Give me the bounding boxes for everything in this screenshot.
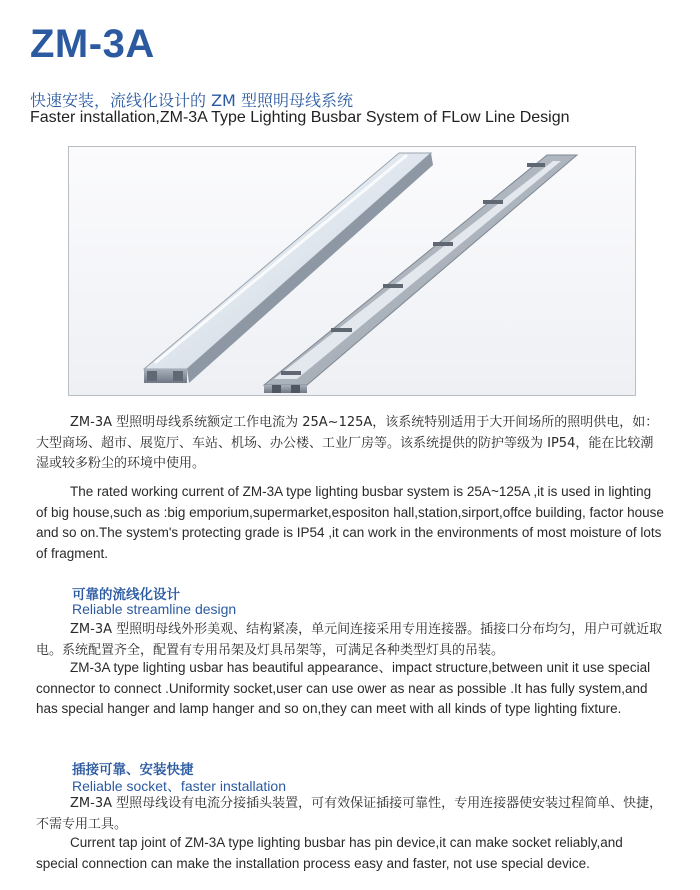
section2-paragraph-en: [36, 833, 664, 874]
section2-text-cn: ZM-3A 型照母线设有电流分接插头装置，可有效保证插接可靠性，专用连接器使安装过程简单、快捷，不需专用工具。: [36, 796, 663, 832]
section1-text-cn: ZM-3A 型照明母线外形美观、结构紧凑，单元间连接采用专用连接器。插接口分布均匀，用户可就近取电。系统配置齐全，配置有专用吊架及灯具吊架等，可满足各种类型灯具的吊装。: [36, 622, 663, 658]
busbar-illustration: [69, 147, 635, 395]
subtitle-english: Faster installation,ZM-3A Type Lighting Busbar System of FLow Line Design: [30, 109, 570, 126]
section1-heading-cn: 可靠的流线化设计: [72, 587, 180, 603]
section1-paragraph-en: [36, 658, 664, 720]
busbar-product-photo: [68, 146, 636, 396]
subtitle-chinese: 快速安装，流线化设计的 ZM 型照明母线系统: [30, 91, 353, 110]
closed-busbar-segment: [144, 153, 433, 383]
section2-text-en: Current tap joint of ZM-3A type lighting busbar has pin device,it can make socket reliably,and special connection can make the installation process easy and faster, not use special device.: [36, 835, 623, 871]
section2-paragraph-cn: [36, 794, 664, 835]
section1-text-en: ZM-3A type lighting usbar has beautiful appearance、impact structure,between unit it use special connector to connect .Uniformity socket,user can use ower as near as possible .It has fully system,and has special hanger and lamp hanger and so on,they can meet with all kinds of type lighting fixture.: [36, 660, 651, 716]
intro-text-cn: ZM-3A 型照明母线系统额定工作电流为 25A~125A，该系统特别适用于大开间场所的照明供电，如：大型商场、超市、展览厅、车站、机场、办公楼、工业厂房等。该系统提供的防护等级为 IP54，能在比较潮湿或较多粉尘的环境中使用。: [36, 415, 659, 471]
intro-paragraph-cn: [36, 413, 664, 475]
page-title: ZM-3A: [30, 22, 155, 66]
section1-heading-en: Reliable streamline design: [72, 601, 237, 617]
section2-heading-cn: 插接可靠、安装快捷: [72, 762, 194, 778]
section2-heading-en: Reliable socket、faster installation: [72, 778, 286, 794]
intro-text-en: The rated working current of ZM-3A type lighting busbar system is 25A~125A ,it is used in lighting of big house,such as :big emporium,supermarket,espositon hall,station,sirport,offce building, factor house and so on.The system's protecting grade is IP54 ,it can work in the environments of most moisture of lots of fragment.: [36, 484, 664, 561]
intro-paragraph-en: [36, 482, 664, 564]
section1-paragraph-cn: [36, 620, 664, 661]
